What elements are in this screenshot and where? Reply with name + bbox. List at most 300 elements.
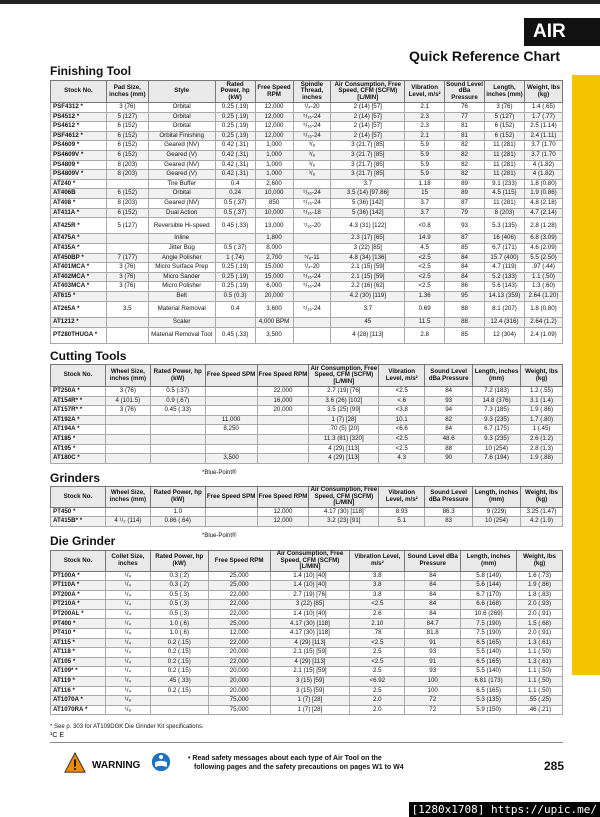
table-cell: 3.7 — [331, 179, 405, 189]
table-cell: 84 — [425, 387, 473, 397]
table-cell: 3 (76) — [106, 282, 148, 292]
column-header: Weight, lbs (kg) — [520, 487, 562, 508]
table-cell: Micro Polisher — [148, 282, 215, 292]
table-cell: 95 — [445, 292, 485, 302]
table-cell — [150, 696, 208, 706]
table-cell: 84 — [405, 600, 461, 610]
table-cell: 0.5 (.3) — [150, 600, 208, 610]
table-cell: 10.1 — [379, 415, 425, 425]
table-cell: 7 (177) — [106, 253, 148, 263]
table-cell: 4 (29) [113] — [309, 444, 379, 454]
table-cell: 6.8 (3.09) — [524, 234, 562, 244]
table-cell — [293, 234, 331, 244]
table-row — [51, 415, 563, 425]
table-cell: 3 (76) — [105, 406, 150, 416]
column-header: Air Consumption, Free Speed, CFM (SCFM) [L/MIN] — [270, 551, 350, 572]
table-cell — [105, 444, 150, 454]
table-cell: Reversible Hi-speed — [148, 218, 215, 234]
column-header: Pad Size, inches (mm) — [106, 81, 148, 103]
column-header: Vibration Level, m/s² — [379, 365, 425, 387]
table-cell: 5 (127) — [106, 218, 148, 234]
table-row — [51, 387, 563, 397]
table-cell: 2 (14) [57] — [331, 112, 405, 122]
table-cell — [215, 317, 255, 327]
page-subtitle: Quick Reference Chart — [409, 48, 560, 64]
footer-divider — [50, 742, 563, 743]
table-row — [51, 600, 563, 610]
table-cell: 2.1 (15) [59] — [331, 263, 405, 273]
table-cell: 75,000 — [208, 705, 270, 715]
table-cell — [105, 415, 150, 425]
table-cell: 2.5 — [350, 667, 405, 677]
table-cell: 20,000 — [208, 648, 270, 658]
table-cell: 1.1 (.50) — [517, 648, 563, 658]
table-cell: 86 — [445, 282, 485, 292]
table-cell — [205, 406, 257, 416]
table-cell: 20,000 — [255, 292, 293, 302]
table-cell: 89 — [445, 189, 485, 199]
table-cell: 4,000 BPM — [255, 317, 293, 327]
table-cell: 3.7 (1.70 — [524, 141, 562, 151]
table-cell: 82 — [445, 170, 485, 180]
table-cell: 11 (281) — [484, 198, 524, 208]
table-cell: 90 — [425, 454, 473, 464]
table-cell: 7.5 (190) — [461, 629, 517, 639]
table-cell: 1,800 — [255, 234, 293, 244]
table-cell: 3,600 — [255, 301, 293, 317]
table-cell: 11 (281) — [484, 160, 524, 170]
table-cell: 1,000 — [255, 150, 293, 160]
table-cell: <6.6 — [379, 425, 425, 435]
table-cell: 94 — [425, 406, 473, 416]
table-cell: 850 — [255, 198, 293, 208]
table-cell: ⁵/₁₆-24 — [293, 282, 331, 292]
table-cell: 0.3 (.2) — [150, 581, 208, 591]
table-cell — [106, 244, 148, 254]
table-cell: Orbital — [148, 122, 215, 132]
table-cell: 93 — [425, 396, 473, 406]
stock-number-cell: AT615 * — [51, 292, 107, 302]
table-cell: 4.8 (2.18) — [524, 198, 562, 208]
table-cell: 3.8 — [350, 590, 405, 600]
table-cell: 8.93 — [379, 507, 425, 517]
table-cell: 2.7 (19) [76] — [309, 387, 379, 397]
table-cell: Orbital — [148, 103, 215, 113]
table-cell: ¹/₄ — [105, 619, 150, 629]
column-header: Sound Level dBa Pressure — [446, 80, 483, 101]
table-cell: 76 — [445, 103, 485, 113]
table-cell: Inline — [148, 234, 215, 244]
table-row — [51, 253, 563, 263]
table-cell: 22,000 — [208, 638, 270, 648]
stock-number-cell: AT265A * — [51, 301, 107, 317]
table-cell: 1.9 (0.86) — [524, 189, 562, 199]
table-cell — [257, 454, 309, 464]
table-cell: 2.3 — [405, 112, 445, 122]
table-row — [51, 150, 563, 160]
table-cell — [293, 179, 331, 189]
table-row — [51, 234, 563, 244]
table-cell: Micro Surface Prep — [148, 263, 215, 273]
table-cell: 84 — [405, 581, 461, 591]
table-cell: 1 (7) [28] — [309, 415, 379, 425]
table-cell: 3.6 (26) [102] — [309, 396, 379, 406]
table-cell: ⁵/₁₆-24 — [293, 112, 331, 122]
table-cell: 87 — [445, 234, 485, 244]
table-cell: 0.4 — [215, 179, 255, 189]
table-row — [51, 112, 563, 122]
table-cell: 2,600 — [255, 179, 293, 189]
table-cell: 16 (406) — [484, 234, 524, 244]
stock-number-cell: PS4809 * — [51, 160, 107, 170]
table-cell: 20,000 — [257, 406, 309, 416]
table-cell: 0.2 (.15) — [150, 667, 208, 677]
table-cell: 3.7 — [405, 208, 445, 218]
table-cell: 3 (21.7) [85] — [331, 150, 405, 160]
table-cell: 3.1 (1.4) — [521, 396, 563, 406]
column-header: Free Speed RPM — [257, 487, 309, 508]
table-cell: 1 (7) [28] — [270, 705, 350, 715]
table-cell: 3 (76) — [106, 263, 148, 273]
table-cell: 0.2 (.15) — [150, 686, 208, 696]
table-cell: 1.6 (.73) — [517, 571, 563, 581]
table-cell: 6,000 — [255, 282, 293, 292]
table-cell: 0.5 (.3) — [150, 590, 208, 600]
table-row — [51, 590, 563, 600]
table-cell: 81 — [445, 122, 485, 132]
table-cell: 5.5 (140) — [461, 667, 517, 677]
table-cell: 6.6 (168) — [461, 600, 517, 610]
table-cell: 5.9 — [405, 160, 445, 170]
table-cell: ³/₈ — [293, 150, 331, 160]
table-cell: 4.7 (2.14) — [524, 208, 562, 218]
table-cell: 2.8 (1.3) — [521, 444, 563, 454]
table-cell: Material Removal Tool — [148, 327, 215, 343]
table-cell: 87 — [445, 198, 485, 208]
table-cell: 2.0 — [350, 705, 405, 715]
table-cell: 3 (76) — [106, 272, 148, 282]
table-cell: 2.8 (1.28) — [524, 218, 562, 234]
column-header: Air Consumption, Free Speed, CFM (SCFM) [L/MIN] — [310, 364, 378, 385]
table-cell: 0.25 (.19) — [215, 103, 255, 113]
table-cell — [150, 454, 205, 464]
table-cell: 0.5 (.37) — [215, 198, 255, 208]
table-cell: 0.24 — [215, 189, 255, 199]
table-cell: Orbital — [148, 189, 215, 199]
table-cell: 3.2 (23) [91] — [309, 517, 379, 527]
table-cell: 1.18 — [405, 179, 445, 189]
table-cell: ⁵/₁₆-18 — [293, 208, 331, 218]
table-row — [51, 705, 563, 715]
table-cell: ⁵/₈-11 — [293, 253, 331, 263]
table-cell: 4.2 (1.9) — [520, 517, 562, 527]
table-cell: 88 — [425, 444, 473, 454]
table-cell: 4 (1.82) — [524, 160, 562, 170]
table-cell: 83 — [425, 517, 473, 527]
table-cell: 4.6 (2.09) — [524, 244, 562, 254]
stock-number-cell: AT115 * — [51, 638, 106, 648]
table-cell: <2.5 — [350, 638, 405, 648]
table-cell: ¹/₄ — [105, 667, 150, 677]
column-header: Weight, lbs (kg) — [524, 81, 562, 103]
stock-number-cell: PSF4612 * — [51, 131, 107, 141]
table-cell: 0.45 (.33) — [215, 218, 255, 234]
table-cell: 20,000 — [208, 686, 270, 696]
table-cell: 2.0 — [350, 696, 405, 706]
table-cell: 0.5 (.37) — [215, 244, 255, 254]
column-header: Free Speed RPM — [255, 81, 293, 103]
table-cell: 12 (304) — [484, 327, 524, 343]
table-cell: 3.8 — [350, 581, 405, 591]
table-cell: 0.42 (.31) — [215, 160, 255, 170]
safety-message — [188, 754, 428, 772]
finishing-title: Finishing Tool — [50, 64, 132, 78]
table-cell: 5 (127) — [106, 112, 148, 122]
table-cell: 2.0 (.91) — [517, 609, 563, 619]
table-row — [51, 263, 563, 273]
stock-number-cell: PT450 * — [51, 507, 106, 517]
table-cell: Angle Polisher — [148, 253, 215, 263]
die-grinder-kit-note: * See p. 303 for AT109DGK Die Grinder Kit specifications. — [50, 724, 204, 730]
table-cell — [105, 507, 150, 517]
table-cell — [257, 434, 309, 444]
table-cell: 15 — [405, 189, 445, 199]
table-cell: 84 — [405, 609, 461, 619]
table-cell: 3 (22) [85] — [331, 244, 405, 254]
column-header: Vibration Level, m/s² — [350, 551, 405, 572]
table-cell: 8 (203) — [106, 198, 148, 208]
stock-number-cell: AT185 * — [51, 434, 106, 444]
table-cell: 77 — [445, 112, 485, 122]
table-cell: 12,000 — [257, 517, 309, 527]
table-cell: ⁷/₁₆-20 — [293, 218, 331, 234]
table-row — [51, 638, 563, 648]
table-cell: 1.9 (.86) — [517, 581, 563, 591]
table-cell: 84 — [425, 425, 473, 435]
table-row — [51, 696, 563, 706]
stock-number-cell: AT192A * — [51, 415, 106, 425]
table-cell: 7.2 (183) — [473, 387, 521, 397]
table-cell: 4.17 (30) [118] — [270, 619, 350, 629]
table-cell: 4.3 — [379, 454, 425, 464]
table-cell: 72 — [405, 696, 461, 706]
table-cell: 11 (281) — [484, 170, 524, 180]
table-cell: 2.0 (.93) — [517, 600, 563, 610]
table-cell — [205, 396, 257, 406]
column-header: Sound Level dBa Pressure — [425, 487, 473, 508]
table-cell: <2.5 — [405, 263, 445, 273]
stock-number-cell: AT408 * — [51, 198, 107, 208]
table-cell: 2.10 — [350, 619, 405, 629]
table-cell — [257, 425, 309, 435]
table-cell: 14.13 (359) — [484, 292, 524, 302]
table-cell: 3 (22) [85] — [270, 600, 350, 610]
table-cell: 4 ¹/₂ (114) — [105, 517, 150, 527]
table-cell: 1.3 (.61) — [517, 638, 563, 648]
table-cell: 13,000 — [255, 218, 293, 234]
stock-number-cell: AT1212 * — [51, 317, 107, 327]
stock-number-cell: PS4609V * — [51, 150, 107, 160]
table-cell: 3 (76) — [484, 103, 524, 113]
table-cell: 9 (229) — [473, 507, 521, 517]
stock-number-cell: AT435A * — [51, 244, 107, 254]
table-cell: 88 — [445, 317, 485, 327]
top-rule — [0, 0, 600, 4]
safety-line-2: following pages and the safety precautions on pages W1 to W4 — [194, 764, 404, 772]
table-row — [51, 218, 563, 234]
table-cell: 0.2 (.15) — [150, 657, 208, 667]
table-cell: 1.1 (.50) — [517, 667, 563, 677]
diegrinder-table — [50, 550, 563, 715]
table-cell — [205, 434, 257, 444]
table-cell: 3.7 (1.70 — [524, 150, 562, 160]
table-cell: 100 — [405, 677, 461, 687]
stock-number-cell: PT210A * — [51, 600, 106, 610]
category-tab: AIR — [524, 18, 600, 46]
table-row — [51, 434, 563, 444]
table-cell: 9.1 (233) — [484, 179, 524, 189]
table-cell: 2 (14) [57] — [331, 131, 405, 141]
page-number: 285 — [543, 759, 564, 773]
table-row — [51, 160, 563, 170]
table-cell — [106, 292, 148, 302]
table-cell: 0.3 (.2) — [150, 571, 208, 581]
table-row — [51, 686, 563, 696]
table-cell — [150, 705, 208, 715]
table-cell — [293, 327, 331, 343]
table-row — [51, 581, 563, 591]
table-cell: 5.6 (143) — [484, 282, 524, 292]
stock-number-cell: PT100A * — [51, 571, 106, 581]
table-cell: 1.5 (.68) — [517, 619, 563, 629]
table-cell: 6 (152) — [484, 122, 524, 132]
table-cell: 72 — [405, 705, 461, 715]
stock-number-cell: AT118 * — [51, 648, 106, 658]
table-cell: 1.1 (.50) — [524, 272, 562, 282]
table-cell: 7.3 (185) — [473, 406, 521, 416]
table-row — [51, 141, 563, 151]
table-cell: 2.5 (1.14) — [524, 122, 562, 132]
table-cell: 82 — [445, 160, 485, 170]
table-cell: ¹/₄ — [105, 638, 150, 648]
column-header: Style — [148, 81, 215, 103]
table-cell: 12,000 — [255, 103, 293, 113]
table-cell: .97 (.44) — [524, 263, 562, 273]
table-cell: .46 (.21) — [517, 705, 563, 715]
stock-number-cell: AT403MCA * — [51, 282, 107, 292]
table-cell: 10.6 (269) — [461, 609, 517, 619]
warning-triangle-icon — [64, 752, 86, 774]
table-cell: 1.4 (10) [40] — [270, 609, 350, 619]
table-cell — [106, 327, 148, 343]
table-cell: 84 — [445, 253, 485, 263]
table-cell: ⁵/₁₆-24 — [293, 131, 331, 141]
table-row — [51, 619, 563, 629]
table-cell: 89 — [445, 179, 485, 189]
table-cell: 4.2 (30) [119] — [331, 292, 405, 302]
diegrinder-title: Die Grinder — [50, 534, 116, 548]
table-cell: 4.5 — [405, 244, 445, 254]
table-cell: 75,000 — [208, 696, 270, 706]
table-cell: 3.8 — [350, 571, 405, 581]
table-cell: 15,000 — [255, 272, 293, 282]
table-row — [51, 571, 563, 581]
table-cell — [106, 179, 148, 189]
table-cell: 100 — [405, 686, 461, 696]
table-cell: 22,000 — [208, 590, 270, 600]
table-cell: Material Removal — [148, 301, 215, 317]
table-row — [51, 317, 563, 327]
table-cell: 3 (21.7) [85] — [331, 141, 405, 151]
table-cell: 2.8 — [405, 327, 445, 343]
column-header: Length, inches (mm) — [473, 365, 521, 387]
table-cell: 1.3 (.60) — [524, 282, 562, 292]
table-cell: 2.7 (19) [76] — [270, 590, 350, 600]
table-cell: 0.5 (.37) — [150, 387, 205, 397]
table-cell: 6.7 (170) — [461, 590, 517, 600]
table-cell: 2.1 (15) [59] — [331, 272, 405, 282]
stock-number-cell: AT450BP * — [51, 253, 107, 263]
table-cell: <2.5 — [405, 272, 445, 282]
table-cell: 85 — [445, 244, 485, 254]
table-row — [51, 648, 563, 658]
table-cell: 2.3 — [405, 122, 445, 132]
watermark: [1280x1708] https://upic.me/ — [409, 802, 600, 817]
table-cell: 16,000 — [257, 396, 309, 406]
table-cell: <2.5 — [379, 434, 425, 444]
table-cell: 3.7 — [331, 301, 405, 317]
table-cell: 1.9 (.88) — [521, 454, 563, 464]
column-header: Rated Power, hp (kW) — [150, 365, 205, 387]
table-row — [51, 406, 563, 416]
table-cell: .45 (.33) — [150, 677, 208, 687]
stock-number-cell: AT157R* * — [51, 406, 106, 416]
table-cell: 1.7 (.80) — [521, 415, 563, 425]
column-header: Wheel Size, inches (mm) — [105, 487, 150, 508]
column-header: Vibration Level, m/s² — [379, 487, 425, 508]
table-cell: Jitter Bug — [148, 244, 215, 254]
column-header: Spindle Thread, inches — [293, 81, 331, 103]
table-cell: 93 — [405, 667, 461, 677]
table-cell: 5 (36) [142] — [331, 208, 405, 218]
table-cell: 79 — [445, 208, 485, 218]
table-cell: 2.1 (15) [59] — [270, 648, 350, 658]
table-cell: ¹/₄ — [105, 600, 150, 610]
table-cell: 1,000 — [255, 170, 293, 180]
table-cell: 2.64 (1.2) — [524, 317, 562, 327]
cutting-footnote: *Blue-Point® — [202, 470, 237, 476]
table-cell: ¹/₄ — [105, 657, 150, 667]
table-cell: 2 (14) [57] — [331, 122, 405, 132]
stock-number-cell: AT180C * — [51, 454, 106, 464]
table-cell: 2.4 (1.11) — [524, 131, 562, 141]
table-cell: 7.6 (194) — [473, 454, 521, 464]
table-cell: 82 — [445, 141, 485, 151]
table-cell: 15,000 — [255, 263, 293, 273]
stock-number-cell: PT200A * — [51, 590, 106, 600]
table-cell: Micro Sander — [148, 272, 215, 282]
warning-label: WARNING — [92, 760, 141, 771]
table-cell: 84 — [445, 272, 485, 282]
table-row — [51, 131, 563, 141]
table-cell: 0.42 (.31) — [215, 170, 255, 180]
table-cell: ¹/₄ — [105, 648, 150, 658]
table-cell: 25,000 — [208, 619, 270, 629]
safety-line-1: • Read safety messages about each type of Air Tool on the — [188, 755, 382, 762]
table-cell: ¹/₄-20 — [293, 263, 331, 273]
table-cell: ¹/₄ — [105, 629, 150, 639]
stock-number-cell: PS4612 * — [51, 122, 107, 132]
